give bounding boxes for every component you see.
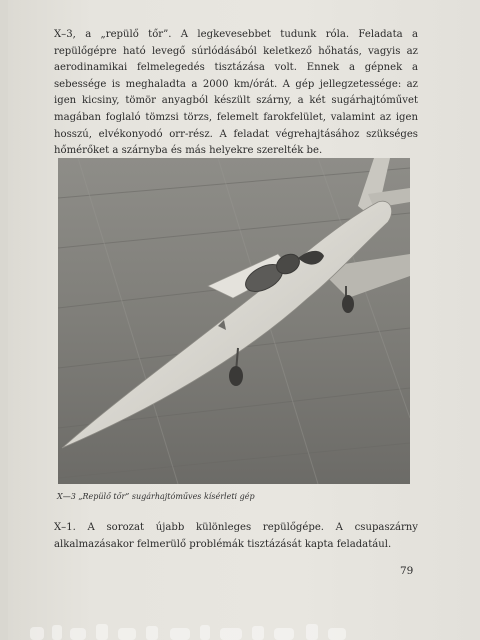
paragraph-x3-description: X–3, a „repülő tőr”. A legkevesebbet tudunk róla. Feladata a repülőgépre ható levegő súrlódásából keletkező hőhatás, vagyis az aerodinamikai felmelegedés tisztázása volt. Ennek a gépnek a sebessége is meghaladta a 2000 km/órát. A gép jellegzetessége: az igen kicsiny, tömör anyagból készült szárny, a két sugárhajtóművet magában foglaló tömzsi törzs, felemelt farokfelület, valamint az igen hosszú, elvékonyodó orr-rész. A feladat végrehajtásához szükséges hőmérőket a szárnyba és más helyekre szerelték be. bbox=[54, 29, 418, 157]
x3-aircraft-image bbox=[58, 158, 410, 484]
watermark bbox=[0, 619, 480, 640]
page-number: 79 bbox=[400, 565, 414, 577]
paragraph-x1-description: X–1. A sorozat újabb különleges repülőgépe. A csupaszárny alkalmazásakor felmerülő problémák tisztázását kapta feladatául. bbox=[54, 522, 418, 550]
aircraft-photo bbox=[58, 158, 410, 484]
photo-caption: X—3 „Repülő tőr” sugárhajtóműves kísérleti gép bbox=[57, 492, 255, 501]
watermark-graphic bbox=[0, 619, 480, 640]
